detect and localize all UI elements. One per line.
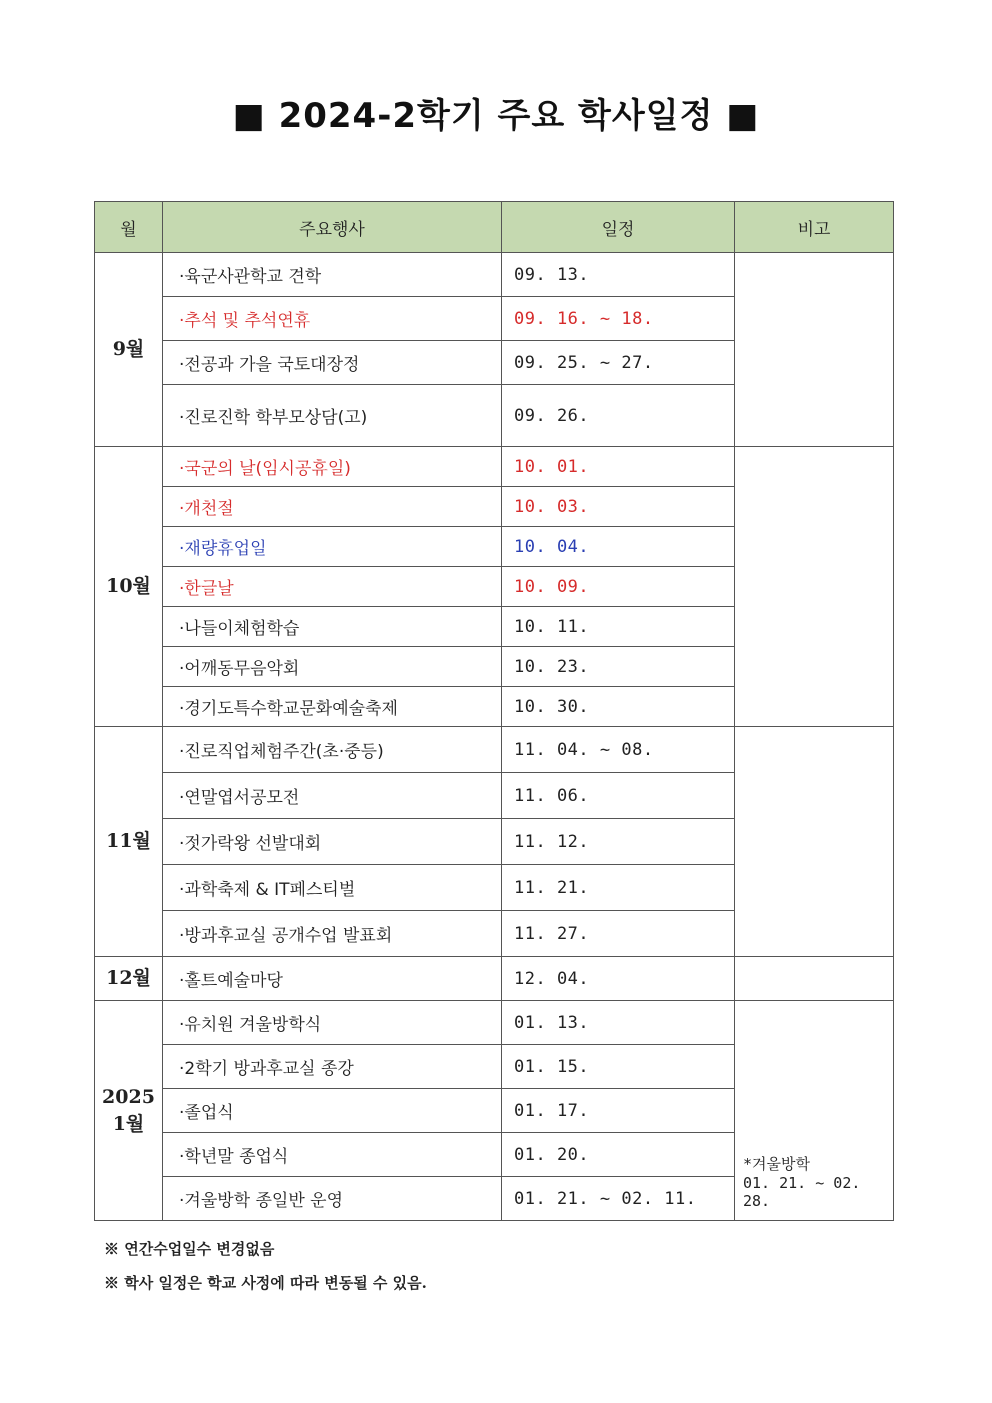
header-date: 일정 — [502, 202, 735, 253]
month-cell-dec: 12월 — [95, 957, 163, 1001]
date-cell: 12. 04. — [502, 957, 735, 1001]
date-cell: 09. 26. — [502, 385, 735, 447]
event-cell: ·진로진학 학부모상담(고) — [163, 385, 502, 447]
event-cell: ·경기도특수학교문화예술축제 — [163, 687, 502, 727]
table-row — [95, 447, 894, 487]
note-dates: 01. 21. ~ 02. 28. — [743, 1174, 861, 1210]
date-cell: 11. 12. — [502, 819, 735, 865]
event-cell: ·홀트예술마당 — [163, 957, 502, 1001]
table-header-row — [95, 202, 894, 253]
date-cell: 01. 13. — [502, 1001, 735, 1045]
date-cell: 11. 06. — [502, 773, 735, 819]
month-cell-sep: 9월 — [95, 253, 163, 447]
event-cell: ·어깨동무음악회 — [163, 647, 502, 687]
table-row — [95, 253, 894, 297]
note-cell-sep — [735, 253, 894, 447]
date-cell: 11. 27. — [502, 911, 735, 957]
date-cell: 01. 20. — [502, 1133, 735, 1177]
date-cell: 09. 16. ~ 18. — [502, 297, 735, 341]
header-event: 주요행사 — [163, 202, 502, 253]
event-cell: ·진로직업체험주간(초·중등) — [163, 727, 502, 773]
date-cell: 10. 23. — [502, 647, 735, 687]
date-cell: 10. 30. — [502, 687, 735, 727]
note-title: *겨울방학 — [743, 1155, 810, 1173]
date-cell: 10. 01. — [502, 447, 735, 487]
page-title: ■ 2024-2학기 주요 학사일정 ■ — [232, 96, 760, 136]
event-cell: ·재량휴업일 — [163, 527, 502, 567]
date-cell: 01. 15. — [502, 1045, 735, 1089]
month-label: 1월 — [112, 1112, 145, 1135]
event-cell: ·나들이체험학습 — [163, 607, 502, 647]
date-cell: 11. 21. — [502, 865, 735, 911]
date-cell: 10. 11. — [502, 607, 735, 647]
event-cell: ·과학축제 & IT페스티벌 — [163, 865, 502, 911]
note-cell-dec — [735, 957, 894, 1001]
event-cell: ·방과후교실 공개수업 발표회 — [163, 911, 502, 957]
date-cell: 10. 03. — [502, 487, 735, 527]
note-cell-oct — [735, 447, 894, 727]
event-cell: ·유치원 겨울방학식 — [163, 1001, 502, 1045]
month-cell-nov: 11월 — [95, 727, 163, 957]
date-cell: 10. 09. — [502, 567, 735, 607]
header-month: 월 — [95, 202, 163, 253]
event-cell: ·학년말 종업식 — [163, 1133, 502, 1177]
month-cell-oct: 10월 — [95, 447, 163, 727]
event-cell: ·2학기 방과후교실 종강 — [163, 1045, 502, 1089]
month-year: 2025 — [102, 1085, 155, 1108]
header-note: 비고 — [735, 202, 894, 253]
footnote-1: ※ 연간수업일수 변경없음 — [104, 1240, 275, 1258]
event-cell: ·추석 및 추석연휴 — [163, 297, 502, 341]
event-cell: ·겨울방학 종일반 운영 — [163, 1177, 502, 1221]
month-cell-jan — [95, 1001, 163, 1221]
table-row — [95, 957, 894, 1001]
table-row — [95, 1001, 894, 1045]
date-cell: 10. 04. — [502, 527, 735, 567]
event-cell: ·졸업식 — [163, 1089, 502, 1133]
note-cell-nov — [735, 727, 894, 957]
event-cell: ·육군사관학교 견학 — [163, 253, 502, 297]
schedule-table — [94, 201, 894, 1221]
event-cell: ·연말엽서공모전 — [163, 773, 502, 819]
date-cell: 01. 21. ~ 02. 11. — [502, 1177, 735, 1221]
date-cell: 01. 17. — [502, 1089, 735, 1133]
event-cell: ·개천절 — [163, 487, 502, 527]
event-cell: ·한글날 — [163, 567, 502, 607]
date-cell: 11. 04. ~ 08. — [502, 727, 735, 773]
event-cell: ·국군의 날(임시공휴일) — [163, 447, 502, 487]
date-cell: 09. 25. ~ 27. — [502, 341, 735, 385]
event-cell: ·전공과 가을 국토대장정 — [163, 341, 502, 385]
table-row — [95, 727, 894, 773]
footnote-2: ※ 학사 일정은 학교 사정에 따라 변동될 수 있음. — [104, 1274, 427, 1292]
date-cell: 09. 13. — [502, 253, 735, 297]
event-cell: ·젓가락왕 선발대회 — [163, 819, 502, 865]
note-cell-jan — [735, 1001, 894, 1221]
